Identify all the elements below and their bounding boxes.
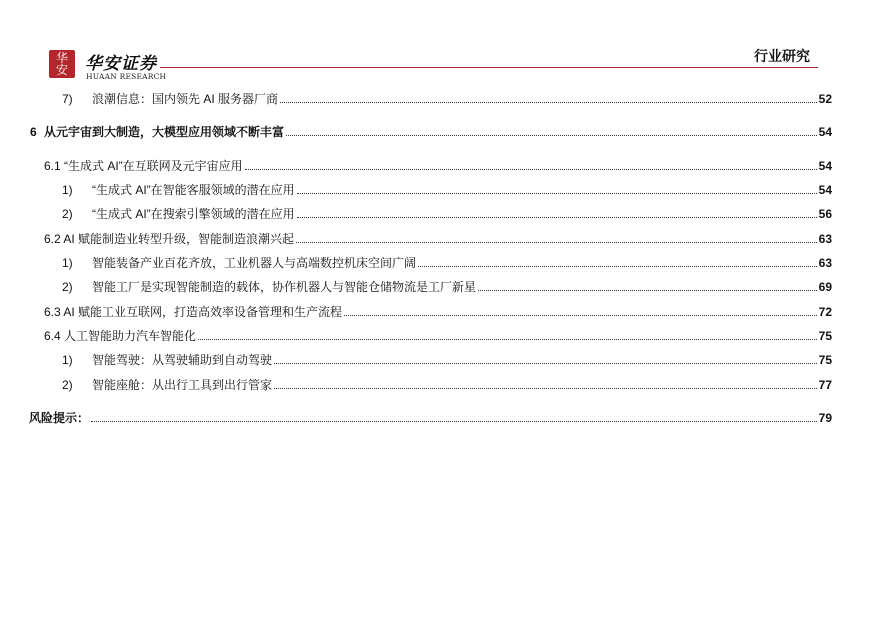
toc-entry-title: 浪潮信息：国内领先 AI 服务器厂商 <box>92 92 279 106</box>
toc-leader-dots <box>344 315 817 316</box>
toc-entry[interactable] <box>44 155 832 173</box>
toc-entry-page: 75 <box>818 353 832 367</box>
toc-leader-dots <box>297 217 817 218</box>
toc-entry[interactable] <box>62 374 832 392</box>
logo-english-name: HUAAN RESEARCH <box>86 72 167 81</box>
toc-entry-page: 63 <box>818 256 832 270</box>
toc-leader-dots <box>296 242 817 243</box>
toc-entry-page: 54 <box>818 183 832 197</box>
toc-entry-title: 6.4 人工智能助力汽车智能化 <box>44 329 197 343</box>
report-category: 行业研究 <box>754 48 810 64</box>
toc-entry[interactable] <box>44 228 832 246</box>
toc-entry-title: 6.1 “生成式 AI”在互联网及元宇宙应用 <box>44 159 243 173</box>
toc-entry-number: 2) <box>62 207 73 221</box>
toc-entry-title: 智能驾驶：从驾驶辅助到自动驾驶 <box>92 353 273 367</box>
toc-entry-title: 风险提示： <box>29 411 90 425</box>
toc-leader-dots <box>297 193 817 194</box>
toc-entry-page: 56 <box>818 207 832 221</box>
toc-leader-dots <box>245 169 817 170</box>
toc-entry[interactable] <box>62 276 832 294</box>
toc-entry[interactable] <box>62 179 832 197</box>
toc-entry-title: 智能装备产业百花齐放，工业机器人与高端数控机床空间广阔 <box>92 256 417 270</box>
toc-leader-dots <box>198 339 817 340</box>
toc-entry-number: 7) <box>62 92 73 106</box>
toc-entry-page: 75 <box>818 329 832 343</box>
toc-entry-number: 1) <box>62 256 73 270</box>
toc-entry-title: 智能工厂是实现智能制造的载体，协作机器人与智能仓储物流是工厂新星 <box>92 280 477 294</box>
toc-entry-page: 72 <box>818 305 832 319</box>
toc-entry-title: “生成式 AI”在搜索引擎领域的潜在应用 <box>92 207 295 221</box>
toc-leader-dots <box>286 135 817 136</box>
toc-entry-number: 1) <box>62 183 73 197</box>
toc-entry-number: 6 <box>30 125 37 139</box>
toc-entry-title: 从元宇宙到大制造，大模型应用领域不断丰富 <box>44 125 285 139</box>
toc-entry-page: 77 <box>818 378 832 392</box>
toc-entry[interactable] <box>44 325 832 343</box>
toc-entry-title: 智能座舱：从出行工具到出行管家 <box>92 378 273 392</box>
toc-leader-dots <box>274 363 817 364</box>
toc-entry[interactable] <box>62 252 832 270</box>
toc-entry-number: 2) <box>62 280 73 294</box>
toc-leader-dots <box>478 290 817 291</box>
toc-leader-dots <box>418 266 817 267</box>
toc-entry-page: 63 <box>818 232 832 246</box>
toc-entry[interactable] <box>30 121 832 139</box>
toc-entry[interactable] <box>62 203 832 221</box>
toc-entry-title: 6.2 AI 赋能制造业转型升级，智能制造浪潮兴起 <box>44 232 295 246</box>
toc-entry[interactable] <box>29 407 832 425</box>
toc-entry-number: 2) <box>62 378 73 392</box>
toc-entry-number: 1) <box>62 353 73 367</box>
header-divider <box>160 67 818 68</box>
toc-entry-page: 52 <box>818 92 832 106</box>
toc-leader-dots <box>274 388 817 389</box>
toc-entry-title: “生成式 AI”在智能客服领域的潜在应用 <box>92 183 295 197</box>
toc-entry[interactable] <box>44 301 832 319</box>
logo-chinese-name: 华安证券 <box>85 54 157 74</box>
toc-entry-title: 6.3 AI 赋能工业互联网，打造高效率设备管理和生产流程 <box>44 305 343 319</box>
toc-entry-page: 54 <box>818 125 832 139</box>
logo-seal-text: 华安 <box>55 51 68 77</box>
toc-leader-dots <box>91 421 817 422</box>
toc-entry-page: 79 <box>818 411 832 425</box>
page-header <box>0 0 869 84</box>
toc-leader-dots <box>280 102 817 103</box>
toc-entry-page: 54 <box>818 159 832 173</box>
toc-entry[interactable] <box>62 88 832 106</box>
toc-entry-page: 69 <box>818 280 832 294</box>
toc-entry[interactable] <box>62 349 832 367</box>
huaan-logo-seal <box>49 50 75 78</box>
